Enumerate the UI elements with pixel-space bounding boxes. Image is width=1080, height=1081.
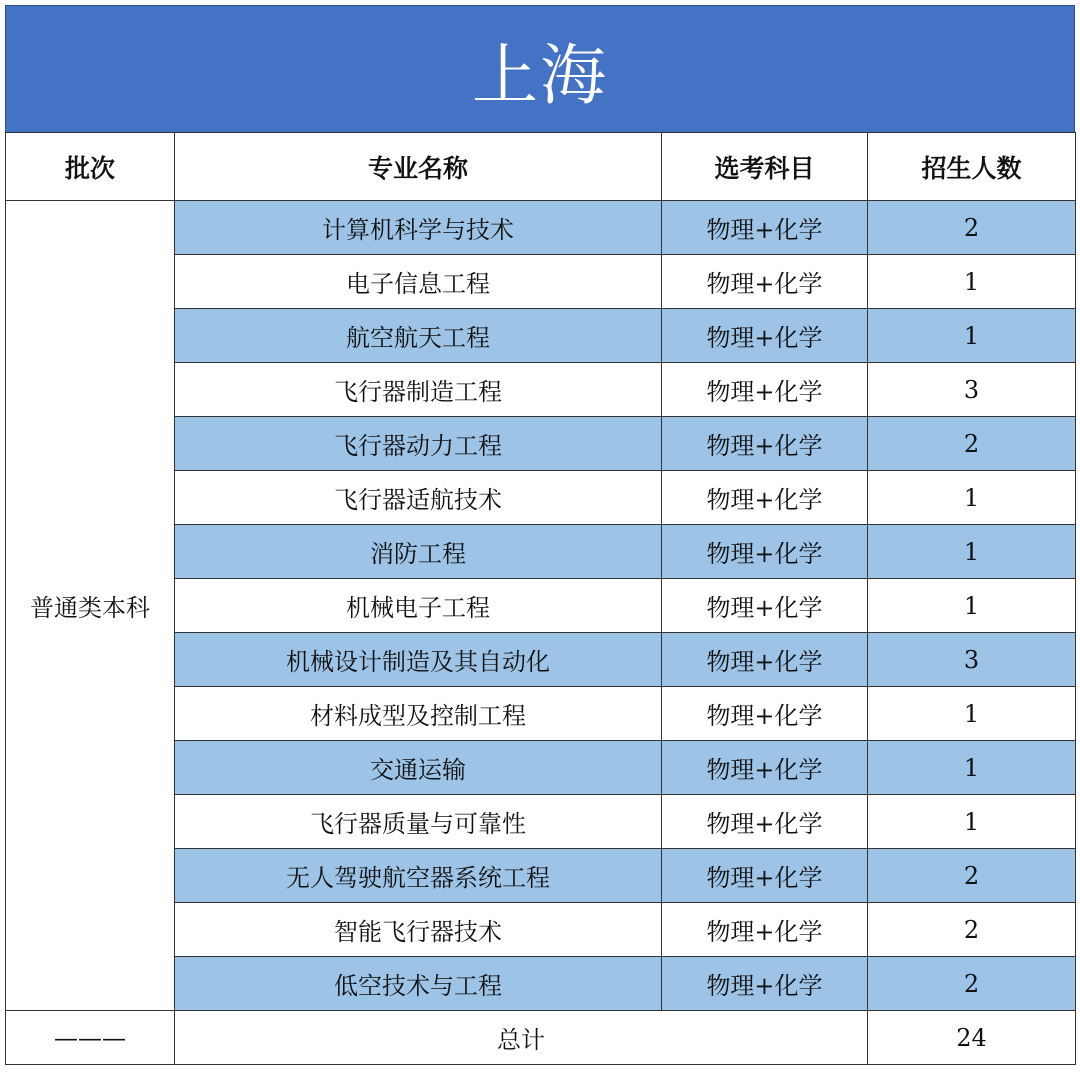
major-cell: 计算机科学与技术 bbox=[175, 201, 662, 255]
header-batch: 批次 bbox=[6, 133, 175, 201]
major-cell: 交通运输 bbox=[175, 741, 662, 795]
major-cell: 机械设计制造及其自动化 bbox=[175, 633, 662, 687]
count-cell: 1 bbox=[868, 471, 1076, 525]
major-cell: 智能飞行器技术 bbox=[175, 903, 662, 957]
count-cell: 2 bbox=[868, 957, 1076, 1011]
subject-cell: 物理+化学 bbox=[662, 579, 868, 633]
subject-cell: 物理+化学 bbox=[662, 849, 868, 903]
count-cell: 1 bbox=[868, 255, 1076, 309]
page-title: 上海 bbox=[472, 36, 608, 114]
subject-cell: 物理+化学 bbox=[662, 633, 868, 687]
major-cell: 材料成型及控制工程 bbox=[175, 687, 662, 741]
total-label: 总计 bbox=[175, 1011, 868, 1065]
subject-cell: 物理+化学 bbox=[662, 471, 868, 525]
major-cell: 航空航天工程 bbox=[175, 309, 662, 363]
major-cell: 电子信息工程 bbox=[175, 255, 662, 309]
count-cell: 1 bbox=[868, 525, 1076, 579]
enrollment-table-frame bbox=[5, 5, 1075, 1076]
major-cell: 消防工程 bbox=[175, 525, 662, 579]
count-cell: 1 bbox=[868, 579, 1076, 633]
count-cell: 1 bbox=[868, 795, 1076, 849]
count-cell: 3 bbox=[868, 363, 1076, 417]
count-cell: 2 bbox=[868, 417, 1076, 471]
header-subject: 选考科目 bbox=[662, 133, 868, 201]
count-cell: 1 bbox=[868, 687, 1076, 741]
subject-cell: 物理+化学 bbox=[662, 687, 868, 741]
subject-cell: 物理+化学 bbox=[662, 525, 868, 579]
header-row bbox=[6, 133, 1076, 201]
subject-cell: 物理+化学 bbox=[662, 957, 868, 1011]
subject-cell: 物理+化学 bbox=[662, 201, 868, 255]
total-batch-cell: ——— bbox=[6, 1011, 175, 1065]
subject-cell: 物理+化学 bbox=[662, 417, 868, 471]
count-cell: 1 bbox=[868, 741, 1076, 795]
major-cell: 飞行器动力工程 bbox=[175, 417, 662, 471]
subject-cell: 物理+化学 bbox=[662, 903, 868, 957]
subject-cell: 物理+化学 bbox=[662, 255, 868, 309]
major-cell: 飞行器适航技术 bbox=[175, 471, 662, 525]
title-bar bbox=[5, 5, 1075, 133]
major-cell: 飞行器制造工程 bbox=[175, 363, 662, 417]
count-cell: 2 bbox=[868, 903, 1076, 957]
subject-cell: 物理+化学 bbox=[662, 363, 868, 417]
header-count: 招生人数 bbox=[868, 133, 1076, 201]
subject-cell: 物理+化学 bbox=[662, 741, 868, 795]
subject-cell: 物理+化学 bbox=[662, 795, 868, 849]
count-cell: 2 bbox=[868, 201, 1076, 255]
total-count: 24 bbox=[868, 1011, 1076, 1065]
total-row bbox=[6, 1011, 1076, 1065]
major-cell: 飞行器质量与可靠性 bbox=[175, 795, 662, 849]
major-cell: 无人驾驶航空器系统工程 bbox=[175, 849, 662, 903]
header-major: 专业名称 bbox=[175, 133, 662, 201]
major-cell: 机械电子工程 bbox=[175, 579, 662, 633]
table-row bbox=[6, 201, 1076, 255]
enrollment-table bbox=[5, 132, 1076, 1065]
count-cell: 3 bbox=[868, 633, 1076, 687]
batch-cell: 普通类本科 bbox=[6, 201, 175, 1011]
table-body bbox=[6, 201, 1076, 1065]
subject-cell: 物理+化学 bbox=[662, 309, 868, 363]
major-cell: 低空技术与工程 bbox=[175, 957, 662, 1011]
count-cell: 1 bbox=[868, 309, 1076, 363]
count-cell: 2 bbox=[868, 849, 1076, 903]
